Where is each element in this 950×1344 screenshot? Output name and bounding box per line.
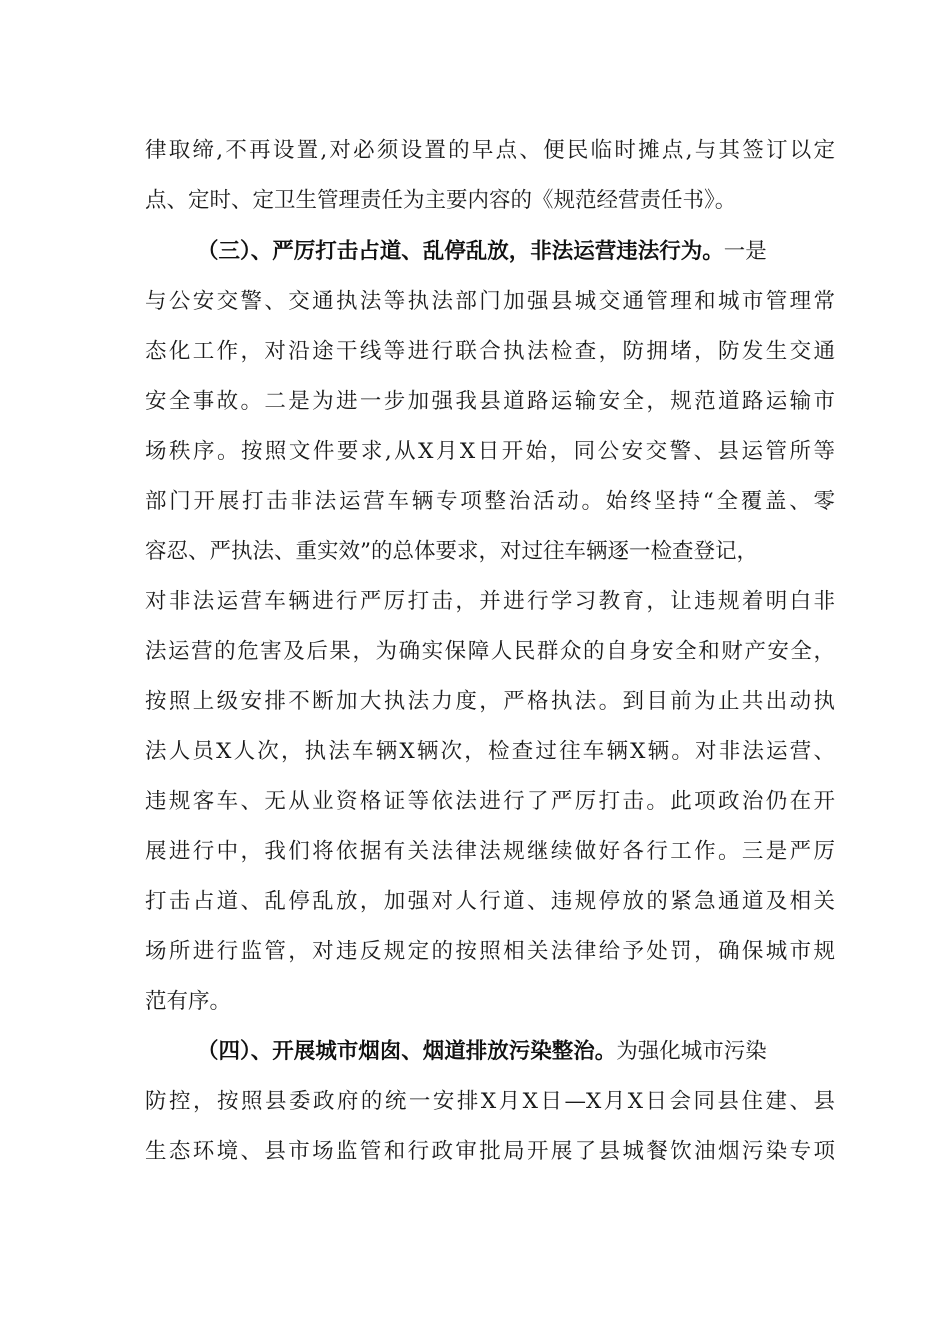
- body-line: [145, 782, 835, 822]
- section-heading-3: （三）、严厉打击占道、乱停乱放，非法运营违法行为。: [197, 239, 724, 264]
- line-text: 律取缔,不再设置,对必须设置的早点、便民临时摊点,与其签订以定: [145, 138, 835, 163]
- body-line: [145, 682, 835, 722]
- line-text: 防控，按照县委政府的统一安排X月X日—X月X日会同县住建、县: [145, 1089, 835, 1114]
- line-text: 违规客车、无从业资格证等依法进行了严厉打击。此项政治仍在开: [145, 789, 835, 814]
- body-line: [145, 582, 835, 622]
- body-line: [145, 131, 835, 171]
- line-text: 安全事故。二是为进一步加强我县道路运输安全，规范道路运输市: [145, 389, 835, 414]
- body-line: [145, 982, 835, 1022]
- line-text: 点、定时、定卫生管理责任为主要内容的《规范经营责任书》。: [145, 188, 737, 213]
- line-text: 一是: [723, 239, 767, 264]
- body-line: [145, 632, 835, 672]
- line-text: 范有序。: [145, 989, 232, 1014]
- section-heading-line: [197, 232, 835, 272]
- body-line: [145, 732, 835, 772]
- line-text: 对非法运营车辆进行严厉打击，并进行学习教育，让违规着明白非: [145, 589, 835, 614]
- line-text: 场秩序。按照文件要求,从X月X日开始，同公安交警、县运管所等: [145, 439, 835, 464]
- line-text: 态化工作，对沿途干线等进行联合执法检查，防拥堵，防发生交通: [145, 339, 835, 364]
- line-text: 法人员X人次，执法车辆X辆次，检查过往车辆X辆。对非法运营、: [145, 739, 835, 764]
- body-line: [145, 532, 835, 572]
- line-text: 打击占道、乱停乱放，加强对人行道、违规停放的紧急通道及相关: [145, 889, 835, 914]
- body-line: [145, 832, 835, 872]
- line-text: 场所进行监管，对违反规定的按照相关法律给予处罚，确保城市规: [145, 939, 835, 964]
- body-line: [145, 332, 835, 372]
- line-text: 按照上级安排不断加大执法力度，严格执法。到目前为止共出动执: [145, 689, 835, 714]
- line-text: 为强化城市污染: [616, 1039, 767, 1064]
- line-text: 生态环境、县市场监管和行政审批局开展了县城餐饮油烟污染专项: [145, 1139, 835, 1164]
- section-heading-line: [197, 1032, 835, 1072]
- body-line: [145, 882, 835, 922]
- line-text: 部门开展打击非法运营车辆专项整治活动。始终坚持“全覆盖、零: [145, 489, 835, 514]
- body-line: [145, 181, 835, 221]
- line-text: 法运营的危害及后果，为确实保障人民群众的自身安全和财产安全，: [145, 639, 835, 664]
- body-line: [145, 382, 835, 422]
- line-text: 与公安交警、交通执法等执法部门加强县城交通管理和城市管理常: [145, 289, 835, 314]
- body-line: [145, 932, 835, 972]
- line-text: 容忍、严执法、重实效”的总体要求，对过往车辆逐一检查登记，: [145, 539, 758, 564]
- body-line: [145, 1132, 835, 1172]
- section-heading-4: （四）、开展城市烟囱、烟道排放污染整治。: [197, 1039, 617, 1064]
- body-line: [145, 482, 835, 522]
- body-line: [145, 282, 835, 322]
- line-text: 展进行中，我们将依据有关法律法规继续做好各行工作。三是严厉: [145, 839, 835, 864]
- body-line: [145, 1082, 835, 1122]
- body-line: [145, 432, 835, 472]
